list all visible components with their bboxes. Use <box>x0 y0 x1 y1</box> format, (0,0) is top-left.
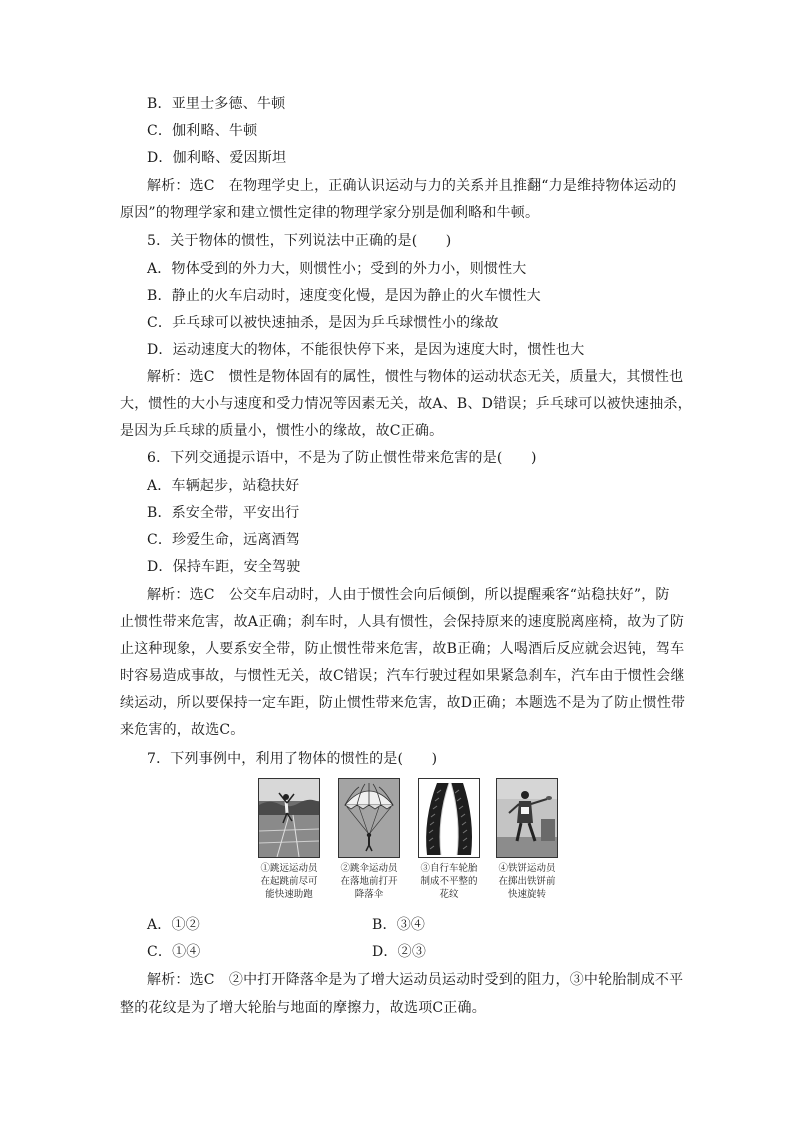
q5-analysis-line-1: 解析：选C 惯性是物体固有的属性，惯性与物体的运动状态无关，质量大，其惯性也 <box>147 369 684 385</box>
q5-option-c: C．乒乓球可以被快速抽杀，是因为乒乓球惯性小的缘故 <box>147 315 499 331</box>
q7-option-a: A．①② <box>147 917 200 933</box>
q6-analysis-line-1: 解析：选C 公交车启动时，人由于惯性会向后倾倒，所以提醒乘客“站稳扶好”，防 <box>147 587 670 603</box>
q5-analysis-line-3: 是因为乒乓球的质量小，惯性小的缘故，故C正确。 <box>120 423 444 439</box>
q5-analysis-line-2: 大，惯性的大小与速度和受力情况等因素无关，故A、B、D错误；乒乓球可以被快速抽杀， <box>120 396 692 412</box>
q6-analysis-line-4: 时容易造成事故，与惯性无关，故C错误；汽车行驶过程如果紧急刹车，汽车由于惯性会继 <box>120 668 685 684</box>
q6-option-b: B．系安全带，平安出行 <box>147 505 300 521</box>
q5-option-a: A．物体受到的外力大，则惯性小；受到的外力小，则惯性大 <box>147 261 527 277</box>
q7-figure-3-caption: ③自行车轮胎制成不平整的花纹 <box>420 863 478 900</box>
q7-option-d: D．②③ <box>372 944 427 960</box>
q7-option-c: C．①④ <box>147 944 201 960</box>
q6-option-c: C．珍爱生命，远离酒驾 <box>147 532 300 548</box>
q7-figure-1-caption: ①跳远运动员在起跳前尽可能快速助跑 <box>260 863 318 900</box>
q5-option-d: D．运动速度大的物体，不能很快停下来，是因为速度大时，惯性也大 <box>147 342 585 358</box>
q7-figure-row <box>258 778 578 908</box>
q5-option-b: B．静止的火车启动时，速度变化慢，是因为静止的火车惯性大 <box>147 288 541 304</box>
q6-option-d: D．保持车距，安全驾驶 <box>147 559 301 575</box>
q6-analysis-line-5: 续运动，所以要保持一定车距，防止惯性带来危害，故D正确；本题选不是为了防止惯性带 <box>120 695 686 711</box>
q6-option-a: A．车辆起步，站稳扶好 <box>147 478 300 494</box>
q7-analysis-line-1: 解析：选C ②中打开降落伞是为了增大运动员运动时受到的阻力，③中轮胎制成不平 <box>147 972 684 988</box>
q7-figure-2-caption: ②跳伞运动员在落地前打开降落伞 <box>340 863 398 900</box>
q6-stem: 6．下列交通提示语中，不是为了防止惯性带来危害的是( ) <box>147 450 537 466</box>
q5-stem: 5．关于物体的惯性，下列说法中正确的是( ) <box>147 233 452 249</box>
q6-analysis-line-6: 来危害的，故选C。 <box>120 722 245 738</box>
q4-option-b: B．亚里士多德、牛顿 <box>147 96 286 112</box>
bicycle-tire-photo <box>418 778 480 858</box>
parachute-photo <box>338 778 400 858</box>
q6-analysis-line-2: 止惯性带来危害，故A正确；刹车时，人具有惯性，会保持原来的速度脱离座椅，故为了防 <box>120 614 685 630</box>
q4-option-c: C．伽利略、牛顿 <box>147 123 258 139</box>
q4-analysis-line-2: 原因”的物理学家和建立惯性定律的物理学家分别是伽利略和牛顿。 <box>120 205 540 221</box>
q4-option-d: D．伽利略、爱因斯坦 <box>147 150 287 166</box>
q7-stem: 7．下列事例中，利用了物体的惯性的是( ) <box>147 751 438 767</box>
q7-figure-4-caption: ④铁饼运动员在掷出铁饼前快速旋转 <box>498 863 556 900</box>
q4-analysis-line-1: 解析：选C 在物理学史上，正确认识运动与力的关系并且推翻“力是维持物体运动的 <box>147 178 677 194</box>
discus-thrower-photo <box>496 778 558 858</box>
long-jump-photo <box>258 778 320 858</box>
q7-analysis-line-2: 整的花纹是为了增大轮胎与地面的摩擦力，故选项C正确。 <box>120 1000 486 1016</box>
q6-analysis-line-3: 止这种现象，人要系安全带，防止惯性带来危害，故B正确；人喝酒后反应就会迟钝，驾车 <box>120 641 685 657</box>
q7-option-b: B．③④ <box>372 917 426 933</box>
